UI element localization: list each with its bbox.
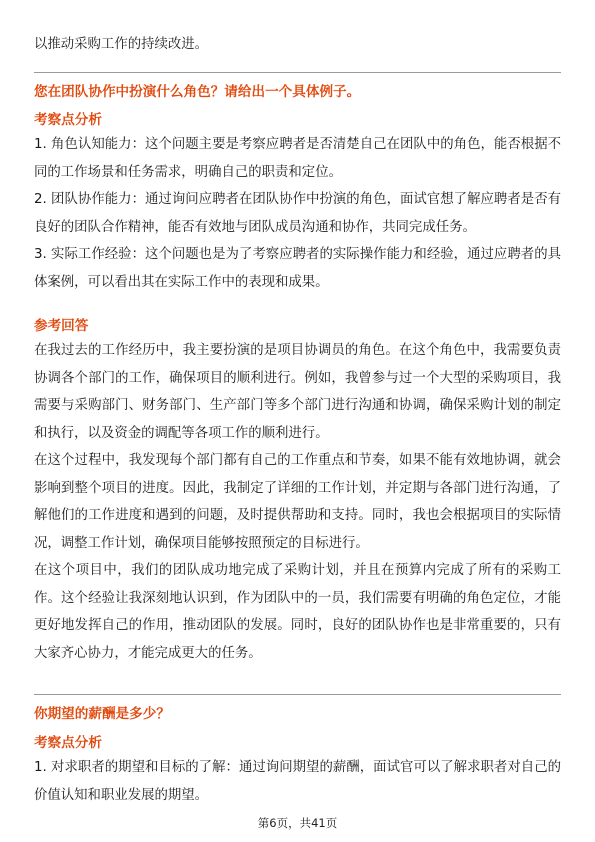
q1-answer-paragraph: 在我过去的工作经历中，我主要扮演的是项目协调员的角色。在这个角色中，我需要负责协调各个部门的工作，确保项目的顺利进行。例如，我曾参与过一个大型的采购项目，我需要与采购部门、财务部门、生产部门等多个部门进行沟通和协调，确保采购计划的制定和执行，以及资金的调配等各项工作的顺利进行。 xyxy=(34,343,561,441)
question-2-title: 你期望的薪酬是多少？ xyxy=(34,706,170,722)
q2-analysis-item: 1. 对求职者的期望和目标的了解：通过询问期望的薪酬，面试官可以了解求职者对自己的价值认知和职业发展的期望。 xyxy=(34,760,561,803)
q1-answer-label: 参考回答 xyxy=(34,318,89,334)
section-divider xyxy=(34,72,561,73)
question-1-title: 您在团队协作中扮演什么角色？请给出一个具体例子。 xyxy=(34,84,361,100)
section-divider xyxy=(34,694,561,695)
page-footer: 第6页，共41页 xyxy=(257,816,338,830)
q2-analysis-list xyxy=(34,754,561,809)
q1-analysis-item: 3. 实际工作经验：这个问题也是为了考察应聘者的实际操作能力和经验，通过应聘者的具体案例，可以看出其在实际工作中的表现和成果。 xyxy=(34,247,561,290)
q2-analysis-label: 考察点分析 xyxy=(34,735,102,751)
q1-analysis-item: 2. 团队协作能力：通过询问应聘者在团队协作中扮演的角色，面试官想了解应聘者是否有良好的团队合作精神，能否有效地与团队成员沟通和协作，共同完成任务。 xyxy=(34,192,561,235)
intro-tail-paragraph: 以推动采购工作的持续改进。 xyxy=(34,37,209,52)
q1-answer-paragraph: 在这个项目中，我们的团队成功地完成了采购计划，并且在预算内完成了所有的采购工作。这个经验让我深刻地认识到，作为团队中的一员，我们需要有明确的角色定位，才能更好地发挥自己的作用，推动团队的发展。同时，良好的团队协作也是非常重要的，只有大家齐心协力，才能完成更大的任务。 xyxy=(34,563,561,661)
q1-answer-paragraph: 在这个过程中，我发现每个部门都有自己的工作重点和节奏，如果不能有效地协调，就会影响到整个项目的进度。因此，我制定了详细的工作计划，并定期与各部门进行沟通，了解他们的工作进度和遇到的问题，及时提供帮助和支持。同时，我也会根据项目的实际情况，调整工作计划，确保项目能够按照预定的目标进行。 xyxy=(34,453,561,551)
q1-analysis-list xyxy=(34,131,561,296)
q1-answer-body xyxy=(34,337,561,667)
q1-analysis-item: 1. 角色认知能力：这个问题主要是考察应聘者是否清楚自己在团队中的角色，能否根据不同的工作场景和任务需求，明确自己的职责和定位。 xyxy=(34,137,561,180)
q1-analysis-label: 考察点分析 xyxy=(34,112,102,128)
